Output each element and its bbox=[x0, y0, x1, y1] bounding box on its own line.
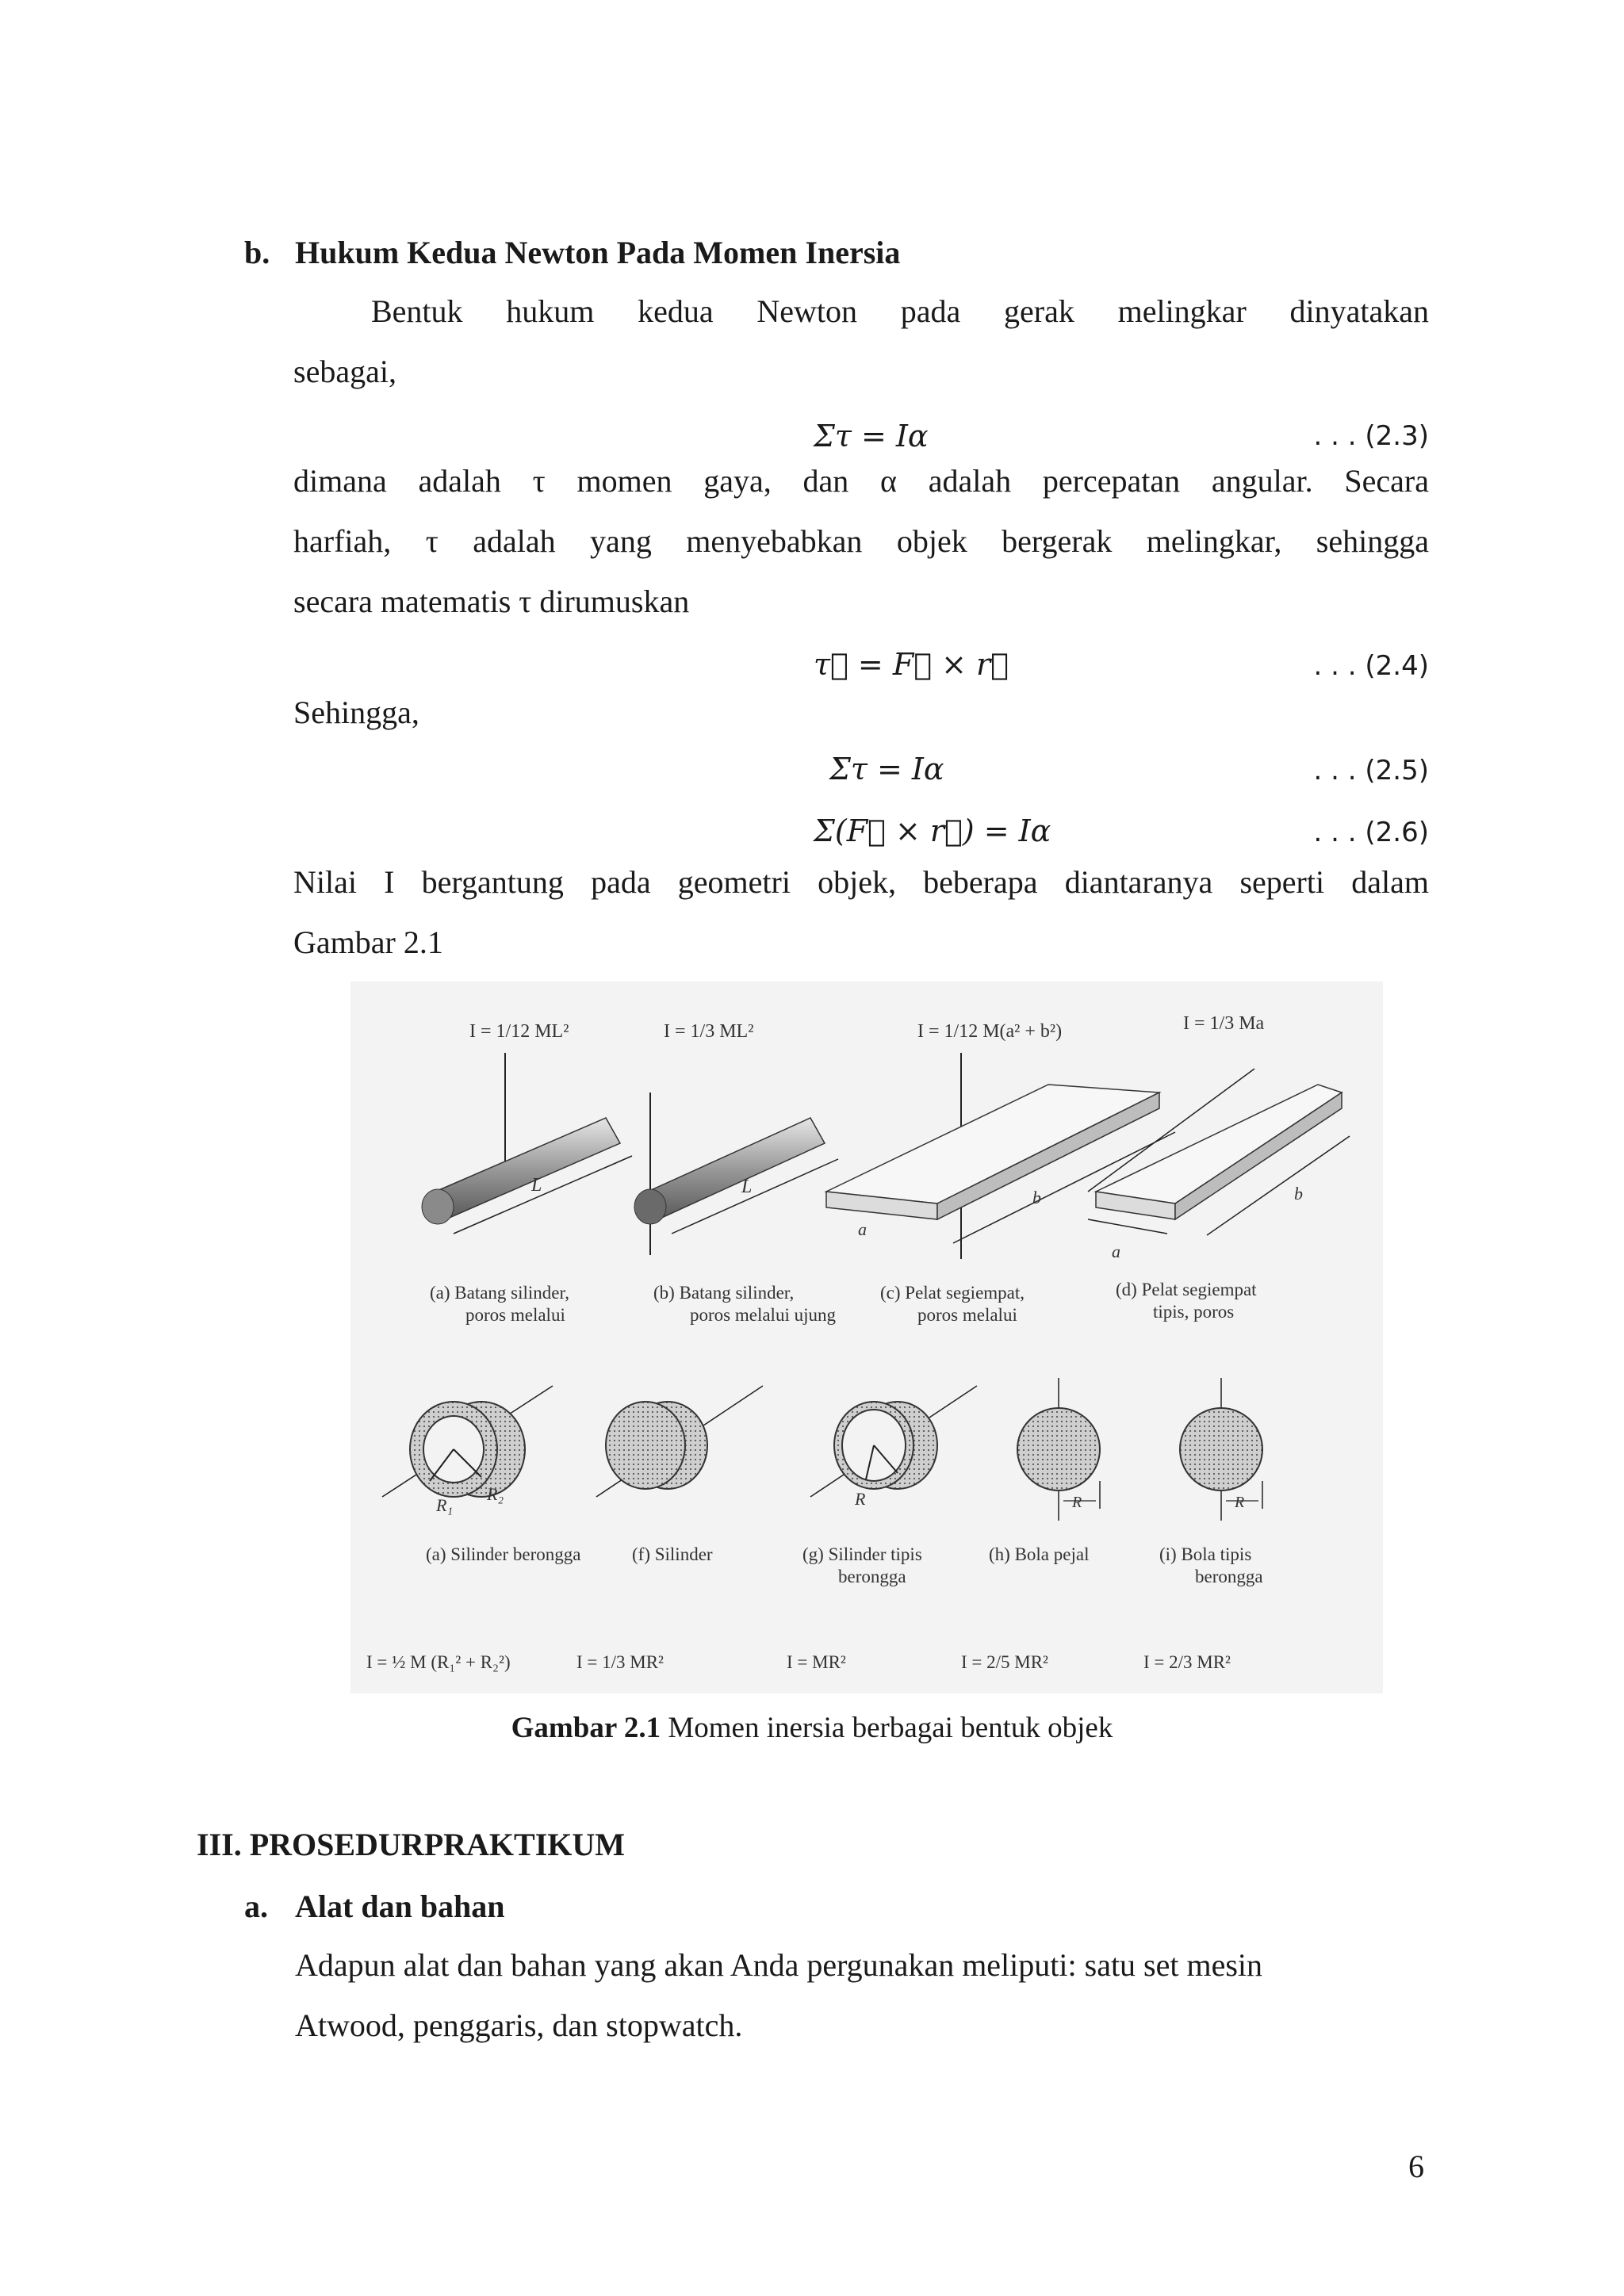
subsection-title: Alat dan bahan bbox=[295, 1888, 505, 1924]
rod-center-axis-drawing bbox=[422, 1053, 632, 1234]
solid-cylinder-drawing bbox=[596, 1386, 763, 1497]
hollow-cylinder-drawing bbox=[382, 1386, 553, 1515]
equation-number: . . . (2.3) bbox=[1313, 420, 1429, 452]
formula-bottom: I = 2/5 MR² bbox=[961, 1652, 1048, 1672]
formula-rod-end: I = 1/3 ML² bbox=[664, 1021, 754, 1042]
formula-bottom: I = 1/3 MR² bbox=[576, 1652, 664, 1672]
equation-number: . . . (2.4) bbox=[1313, 650, 1429, 682]
section-marker: b. bbox=[244, 235, 270, 270]
figure-label: berongga bbox=[1195, 1567, 1263, 1586]
solid-sphere-drawing bbox=[1017, 1378, 1100, 1521]
figure-label: (a) Silinder berongga bbox=[426, 1544, 581, 1564]
figure-label: tipis, poros bbox=[1153, 1302, 1235, 1322]
paragraph-line: Sehingga, bbox=[293, 695, 419, 730]
formula-bottom: I = 2/3 MR² bbox=[1143, 1652, 1231, 1672]
paragraph-line: Bentuk hukum kedua Newton pada gerak melingkar dinyatakan bbox=[371, 293, 1429, 329]
dimension-label: b bbox=[1032, 1188, 1041, 1207]
rod-end-axis-drawing bbox=[634, 1093, 838, 1255]
section-heading: III. PROSEDURPRAKTIKUM bbox=[197, 1827, 626, 1862]
figure-label: poros melalui ujung bbox=[690, 1305, 836, 1325]
page-number: 6 bbox=[1408, 2149, 1424, 2184]
paragraph-line: sebagai, bbox=[293, 354, 396, 389]
figure-label: (c) Pelat segiempat, bbox=[880, 1283, 1025, 1303]
dimension-label: L bbox=[741, 1177, 753, 1197]
figure-label: (h) Bola pejal bbox=[989, 1544, 1090, 1564]
equation-formula: Σ(F⃗ × r⃗) = Iα bbox=[814, 813, 1051, 848]
formula-rod-center: I = 1/12 ML² bbox=[469, 1021, 569, 1042]
equation-number: . . . (2.5) bbox=[1313, 755, 1429, 786]
paragraph-line: Nilai I bergantung pada geometri objek, beberapa diantaranya seperti dalam bbox=[293, 864, 1429, 900]
dimension-label: R₁ bbox=[436, 1495, 454, 1515]
figure-label: (a) Batang silinder, bbox=[430, 1283, 569, 1303]
equation-number: . . . (2.6) bbox=[1313, 817, 1429, 848]
paragraph-line: harfiah, τ adalah yang menyebabkan objek bergerak melingkar, sehingga bbox=[293, 523, 1429, 559]
figure-moment-of-inertia bbox=[350, 982, 1383, 1693]
dimension-label: R bbox=[1235, 1494, 1245, 1511]
section-title: Hukum Kedua Newton Pada Momen Inersia bbox=[295, 235, 901, 270]
equation-formula: Στ = Iα bbox=[814, 419, 929, 453]
dimension-label: a bbox=[1112, 1242, 1120, 1261]
figure-label: (f) Silinder bbox=[632, 1544, 713, 1564]
figure-label: (i) Bola tipis bbox=[1159, 1544, 1252, 1564]
dimension-label: b bbox=[1294, 1184, 1303, 1203]
equation-formula: τ⃗ = F⃗ × r⃗ bbox=[814, 647, 1009, 682]
formula-bottom: I = ½ M (R₁² + R₂²) bbox=[366, 1652, 511, 1672]
caption-label: Gambar 2.1 bbox=[511, 1712, 661, 1744]
paragraph-line: Gambar 2.1 bbox=[293, 924, 443, 960]
plate-center-axis-drawing bbox=[826, 1053, 1175, 1259]
paragraph-line: dimana adalah τ momen gaya, dan α adalah percepatan angular. Secara bbox=[293, 463, 1429, 499]
figure-label: berongga bbox=[838, 1567, 906, 1586]
paragraph-line: Adapun alat dan bahan yang akan Anda pergunakan meliputi: satu set mesin bbox=[295, 1947, 1263, 1983]
figure-label: poros melalui bbox=[465, 1305, 565, 1325]
equation-formula: Στ = Iα bbox=[829, 752, 944, 786]
figure-label: (b) Batang silinder, bbox=[653, 1283, 795, 1303]
figure-label: poros melalui bbox=[917, 1305, 1017, 1325]
figure-drawing bbox=[350, 982, 1383, 1693]
paragraph-line: Atwood, penggaris, dan stopwatch. bbox=[295, 2007, 743, 2043]
dimension-label: R bbox=[1072, 1494, 1082, 1511]
thin-sphere-drawing bbox=[1180, 1378, 1262, 1521]
paragraph-line: secara matematis τ dirumuskan bbox=[293, 584, 690, 619]
dimension-label: R₂ bbox=[487, 1484, 504, 1504]
formula-plate-edge: I = 1/3 Ma bbox=[1183, 1013, 1265, 1034]
formula-bottom: I = MR² bbox=[787, 1652, 846, 1672]
thin-hollow-cylinder-drawing bbox=[810, 1386, 977, 1509]
dimension-label: R bbox=[855, 1489, 866, 1509]
figure-label: (g) Silinder tipis bbox=[802, 1544, 922, 1564]
subsection-marker: a. bbox=[244, 1888, 268, 1924]
formula-plate-center: I = 1/12 M(a² + b²) bbox=[917, 1021, 1063, 1042]
caption-text: Momen inersia berbagai bentuk objek bbox=[661, 1712, 1113, 1744]
dimension-label: L bbox=[531, 1175, 542, 1196]
figure-label: (d) Pelat segiempat bbox=[1116, 1280, 1257, 1299]
figure-caption bbox=[0, 1711, 1624, 1745]
dimension-label: a bbox=[858, 1219, 867, 1239]
